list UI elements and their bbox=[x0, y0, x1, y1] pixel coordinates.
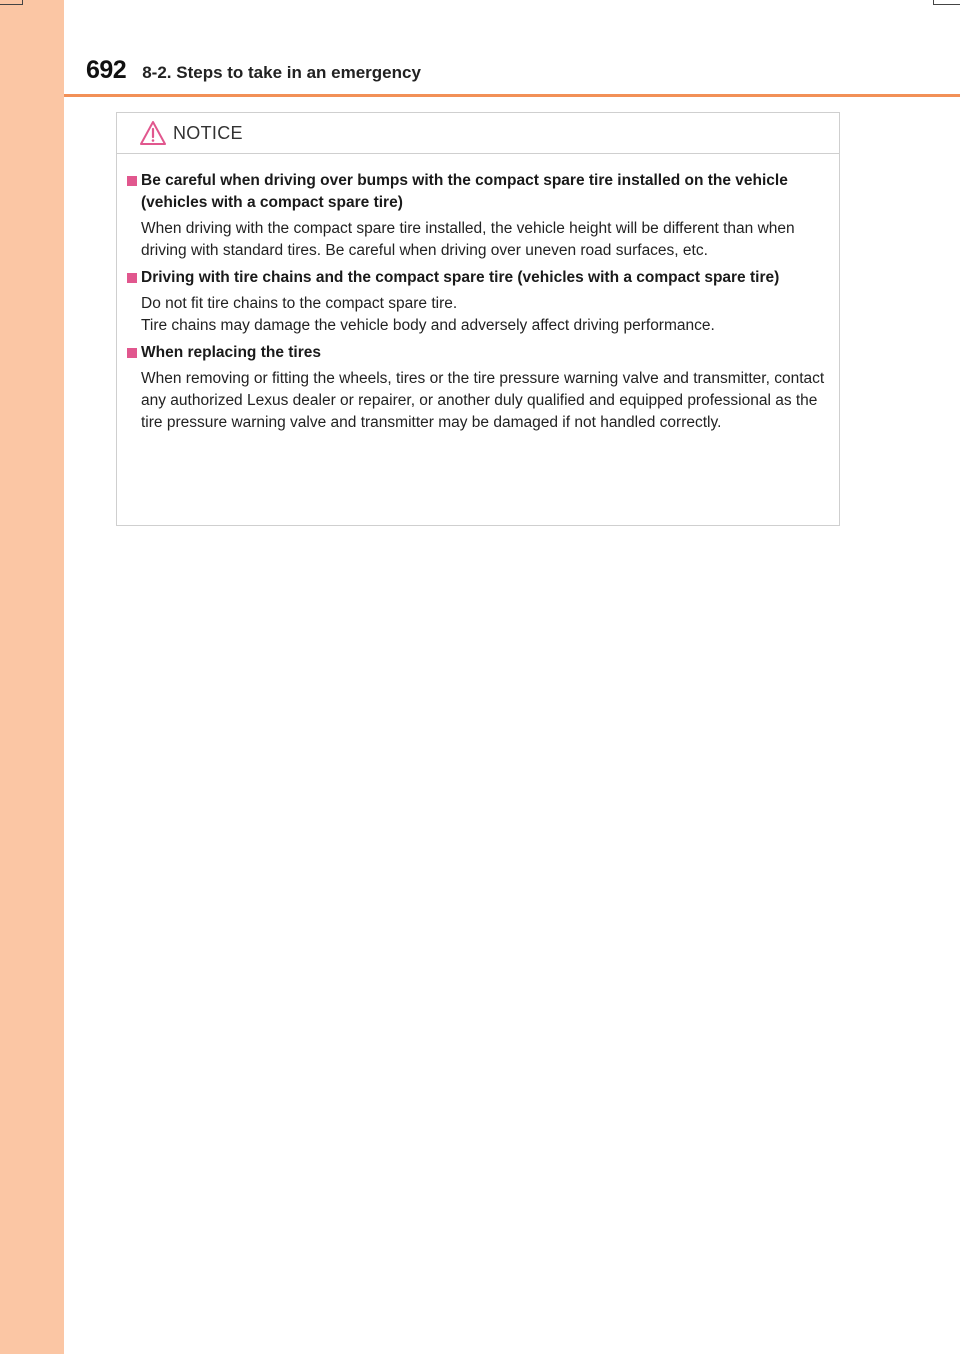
notice-item bbox=[127, 342, 829, 434]
notice-title: NOTICE bbox=[173, 122, 243, 143]
square-bullet-icon bbox=[127, 176, 137, 186]
page-header bbox=[86, 56, 421, 92]
item-heading bbox=[127, 267, 829, 289]
notice-box bbox=[116, 112, 840, 526]
square-bullet-icon bbox=[127, 273, 137, 283]
item-heading-text: Be careful when driving over bumps with the compact spare tire installed on the vehicle (vehicles with a compact spare tire) bbox=[141, 172, 788, 211]
warning-triangle-icon bbox=[139, 120, 167, 146]
item-heading-text: When replacing the tires bbox=[141, 344, 322, 361]
notice-item bbox=[127, 170, 829, 262]
page-sidebar-tab bbox=[0, 0, 64, 1354]
section-title: 8-2. Steps to take in an emergency bbox=[142, 63, 421, 82]
crop-mark-left bbox=[0, 0, 23, 5]
notice-item bbox=[127, 267, 829, 337]
header-rule bbox=[64, 94, 960, 97]
item-heading bbox=[127, 170, 829, 214]
page-number: 692 bbox=[86, 56, 127, 84]
item-heading-text: Driving with tire chains and the compact spare tire (vehicles with a compact spare tire) bbox=[141, 269, 780, 286]
item-text: Do not fit tire chains to the compact spare tire. Tire chains may damage the vehicle body and adversely affect driving performance. bbox=[141, 295, 715, 334]
square-bullet-icon bbox=[127, 348, 137, 358]
crop-mark-right bbox=[933, 0, 960, 5]
item-text: When driving with the compact spare tire installed, the vehicle height will be different than when driving with standard tires. Be careful when driving over uneven road surfaces, etc. bbox=[141, 220, 795, 259]
item-heading bbox=[127, 342, 829, 364]
notice-header bbox=[117, 113, 839, 154]
notice-body bbox=[117, 154, 839, 434]
item-text: When removing or fitting the wheels, tires or the tire pressure warning valve and transmitter, contact any authorized Lexus dealer or repairer, or another duly qualified and equipped professional as the tire pressure warning valve and transmitter may be damaged if not handled correctly. bbox=[141, 370, 825, 431]
